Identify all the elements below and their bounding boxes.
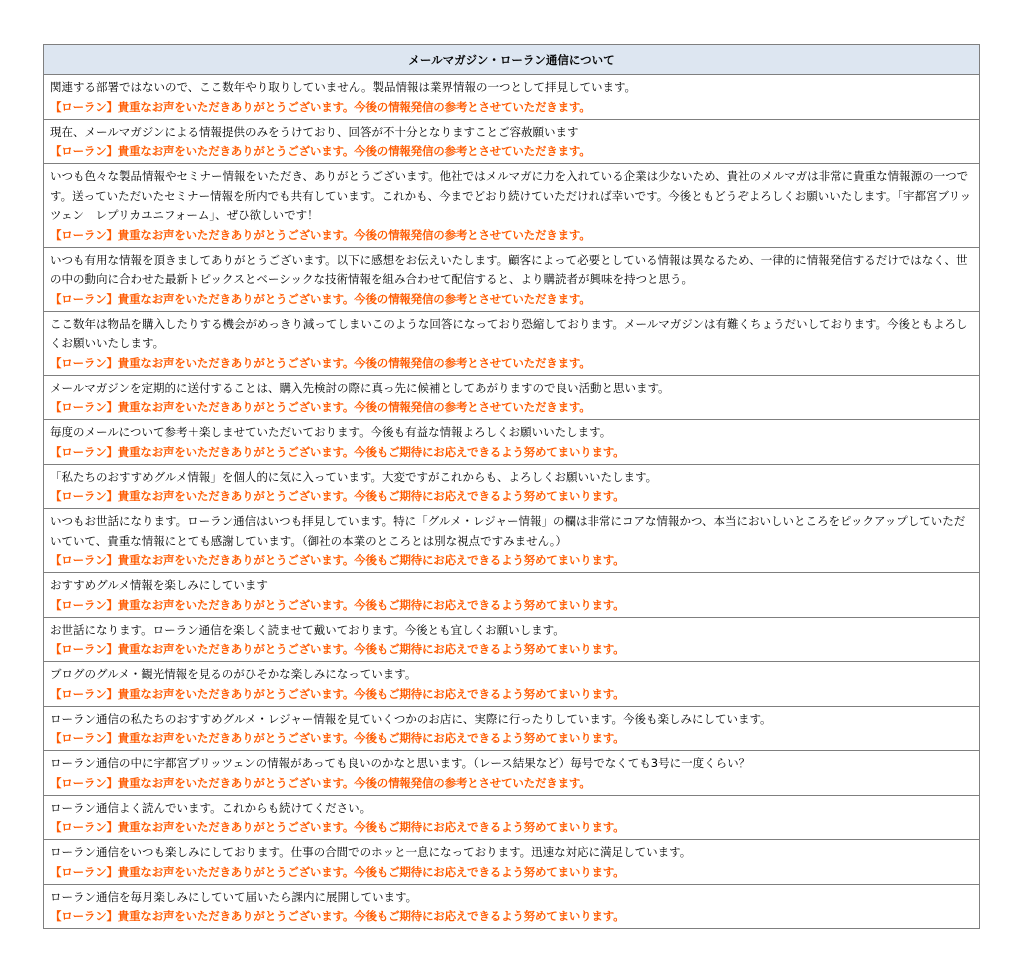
table-body xyxy=(44,75,980,929)
table-cell xyxy=(44,884,980,929)
company-reply: 【ローラン】貴重なお声をいただきありがとうございます。今後の情報発信の参考とさせていただきます。 xyxy=(50,99,591,114)
table-cell xyxy=(44,75,980,120)
table-title: メールマガジン・ローラン通信について xyxy=(44,45,980,75)
company-reply: 【ローラン】貴重なお声をいただきありがとうございます。今後の情報発信の参考とさせていただきます。 xyxy=(50,291,591,306)
customer-comment: 現在、メールマガジンによる情報提供のみをうけており、回答が不十分となりますことご容赦願います xyxy=(50,124,579,139)
customer-comment: いつもお世話になります。ローラン通信はいつも拝見しています。特に「グルメ・レジャー情報」の欄は非常にコアな情報かつ、本当においしいところをピックアップしていただいていて、貴重な情報にとても感謝しています。（御社の本業のところとは別な視点ですみません。） xyxy=(50,514,966,548)
company-reply: 【ローラン】貴重なお声をいただきありがとうございます。今後もご期待にお応えできるよう努めてまいります。 xyxy=(50,731,625,745)
table-cell xyxy=(44,795,980,840)
table-row xyxy=(44,311,980,375)
customer-comment: おすすめグルメ情報を楽しみにしています xyxy=(50,578,268,592)
company-reply: 【ローラン】貴重なお声をいただきありがとうございます。今後もご期待にお応えできるよう努めてまいります。 xyxy=(50,489,625,503)
table-cell xyxy=(44,840,980,885)
customer-comment: ローラン通信をいつも楽しみにしております。仕事の合間でのホッと一息になっております。迅速な対応に満足しています。 xyxy=(50,845,692,859)
customer-comment: いつも色々な製品情報やセミナー情報をいただき、ありがとうございます。他社ではメルマガに力を入れている企業は少ないため、貴社のメルマガは非常に貴重な情報源の一つです。送っていただいたセミナー情報を所内でも共有しています。これかも、今までどおり続けていただければ幸いです。今後ともどうぞよろしくお願いいたします。「宇都宮ブリッツェン レプリカユニフォーム」、ぜひ欲しいです！ xyxy=(50,169,972,222)
company-reply: 【ローラン】貴重なお声をいただきありがとうございます。今後の情報発信の参考とさせていただきます。 xyxy=(50,775,591,790)
company-reply: 【ローラン】貴重なお声をいただきありがとうございます。今後の情報発信の参考とさせていただきます。 xyxy=(50,355,591,370)
table-row xyxy=(44,247,980,311)
company-reply: 【ローラン】貴重なお声をいただきありがとうございます。今後もご期待にお応えできるよう努めてまいります。 xyxy=(50,864,625,879)
table-row xyxy=(44,795,980,840)
table-row xyxy=(44,375,980,420)
table-row xyxy=(44,840,980,885)
customer-comment: 「私たちのおすすめグルメ情報」を個人的に気に入っています。大変ですがこれからも、よろしくお願いいたします。 xyxy=(50,469,658,484)
feedback-table xyxy=(43,44,980,929)
company-reply: 【ローラン】貴重なお声をいただきありがとうございます。今後もご期待にお応えできるよう努めてまいります。 xyxy=(50,820,625,834)
company-reply: 【ローラン】貴重なお声をいただきありがとうございます。今後もご期待にお応えできるよう努めてまいります。 xyxy=(50,642,625,656)
customer-comment: 毎度のメールについて参考＋楽しませていただいております。今後も有益な情報よろしくお願いいたします。 xyxy=(50,425,612,439)
table-cell xyxy=(44,375,980,420)
table-cell xyxy=(44,662,980,707)
table-row xyxy=(44,751,980,796)
customer-comment: 関連する部署ではないので、ここ数年やり取りしていません。製品情報は業界情報の一つとして拝見しています。 xyxy=(50,80,637,94)
table-row xyxy=(44,164,980,248)
table-cell xyxy=(44,311,980,375)
table-cell xyxy=(44,573,980,618)
table-cell xyxy=(44,247,980,311)
customer-comment: ここ数年は物品を購入したりする機会がめっきり減ってしまいこのような回答になっており恐縮しております。メールマガジンは有難くちょうだいしております。今後ともよろしくお願いいたします。 xyxy=(50,316,968,350)
table-row xyxy=(44,420,980,465)
customer-comment: お世話になります。ローラン通信を楽しく読ませて戴いております。今後とも宜しくお願いします。 xyxy=(50,622,565,637)
company-reply: 【ローラン】貴重なお声をいただきありがとうございます。今後もご期待にお応えできるよう努めてまいります。 xyxy=(50,597,625,612)
table-row xyxy=(44,509,980,573)
customer-comment: ローラン通信の中に宇都宮ブリッツェンの情報があっても良いのかなと思います。（レース結果など）毎号でなくても3号に一度くらい？ xyxy=(50,756,751,770)
customer-comment: ブログのグルメ・観光情報を見るのがひそかな楽しみになっています。 xyxy=(50,667,417,681)
company-reply: 【ローラン】貴重なお声をいただきありがとうございます。今後もご期待にお応えできるよう努めてまいります。 xyxy=(50,686,625,701)
company-reply: 【ローラン】貴重なお声をいただきありがとうございます。今後の情報発信の参考とさせていただきます。 xyxy=(50,144,591,158)
table-row xyxy=(44,464,980,509)
table-cell xyxy=(44,119,980,164)
table-cell xyxy=(44,509,980,573)
customer-comment: いつも有用な情報を頂きましてありがとうございます。以下に感想をお伝えいたします。顧客によって必要としている情報は異なるため、一律的に情報発信するだけではなく、世の中の動向に合わせた最新トピックスとベーシックな技術情報を組み合わせて配信すると、より購読者が興味を持つと思う。 xyxy=(50,252,968,286)
table-cell xyxy=(44,464,980,509)
company-reply: 【ローラン】貴重なお声をいただきありがとうございます。今後の情報発信の参考とさせていただきます。 xyxy=(50,227,591,242)
customer-comment: ローラン通信の私たちのおすすめグルメ・レジャー情報を見ていくつかのお店に、実際に行ったりしています。今後も楽しみにしています。 xyxy=(50,711,772,726)
table-row xyxy=(44,573,980,618)
table-row xyxy=(44,119,980,164)
company-reply: 【ローラン】貴重なお声をいただきありがとうございます。今後の情報発信の参考とさせていただきます。 xyxy=(50,400,591,414)
table-cell xyxy=(44,420,980,465)
table-row xyxy=(44,75,980,120)
company-reply: 【ローラン】貴重なお声をいただきありがとうございます。今後もご期待にお応えできるよう努めてまいります。 xyxy=(50,553,625,567)
customer-comment: ローラン通信よく読んでいます。これからも続けてください。 xyxy=(50,800,372,815)
table-row xyxy=(44,884,980,929)
table-row xyxy=(44,617,980,662)
table-row xyxy=(44,662,980,707)
customer-comment: ローラン通信を毎月楽しみにしていて届いたら課内に展開しています。 xyxy=(50,889,418,904)
table-row xyxy=(44,706,980,751)
table-header-row xyxy=(44,45,980,75)
table-cell xyxy=(44,164,980,248)
company-reply: 【ローラン】貴重なお声をいただきありがとうございます。今後もご期待にお応えできるよう努めてまいります。 xyxy=(50,444,625,459)
company-reply: 【ローラン】貴重なお声をいただきありがとうございます。今後もご期待にお応えできるよう努めてまいります。 xyxy=(50,909,625,923)
table-cell xyxy=(44,751,980,796)
table-cell xyxy=(44,617,980,662)
customer-comment: メールマガジンを定期的に送付することは、購入先検討の際に真っ先に候補としてあがりますので良い活動と思います。 xyxy=(50,380,670,395)
table-cell xyxy=(44,706,980,751)
